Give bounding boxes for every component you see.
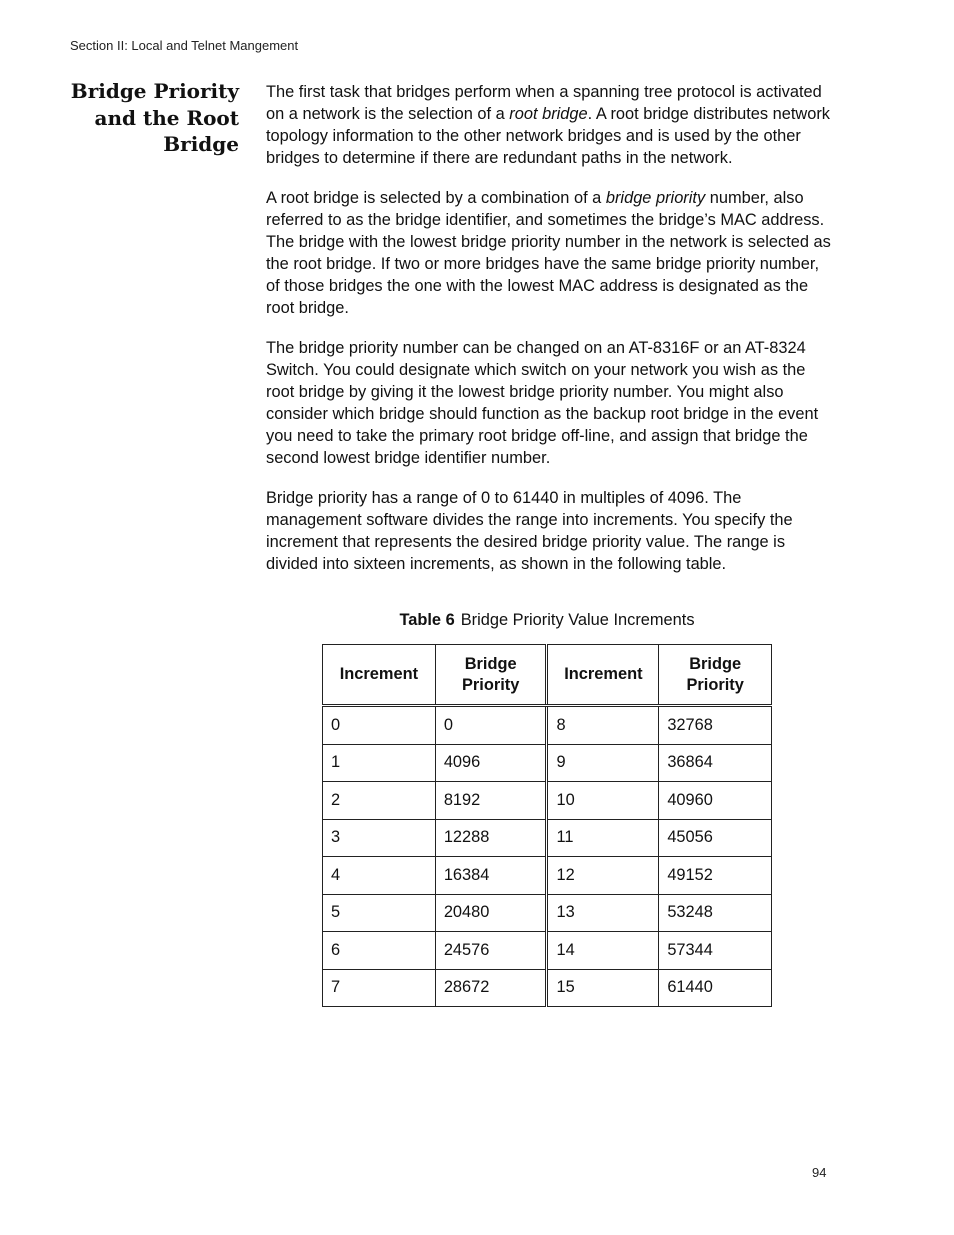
bridge-priority-cell: 20480 <box>435 894 547 932</box>
paragraph-2-text-b: number, also referred to as the bridge identifier, and sometimes the bridge’s MAC address. The bridge with the lowest bridge priority number in the network is selected as the root bridge. If two or more bridges have the same bridge priority number, of those bridges the one with the lowest MAC address is designated as the root bridge. <box>266 189 831 317</box>
paragraph-4: Bridge priority has a range of 0 to 61440 in multiples of 4096. The management software divides the range into increments. You specify the increment that represents the desired bridge priority value. The range is divided into sixteen increments, as shown in the following table. <box>266 489 793 573</box>
increment-cell: 10 <box>547 782 659 820</box>
header-bridge-word: Bridge <box>689 654 742 673</box>
increment-cell: 9 <box>547 744 659 782</box>
increment-cell: 13 <box>547 894 659 932</box>
table-row <box>323 894 772 932</box>
table-row <box>323 857 772 895</box>
paragraph-2 <box>266 187 832 319</box>
increment-cell: 4 <box>323 857 436 895</box>
header-increment-right: Increment <box>547 645 659 706</box>
bridge-priority-cell: 4096 <box>435 744 547 782</box>
bridge-priority-cell: 57344 <box>659 932 772 970</box>
table-caption-label: Table 6 <box>399 611 455 629</box>
table-row <box>323 706 772 745</box>
paragraph-2-text-a: A root bridge is selected by a combination of a <box>266 189 606 207</box>
increment-cell: 0 <box>323 706 436 745</box>
bridge-priority-cell: 16384 <box>435 857 547 895</box>
table-caption-text: Bridge Priority Value Increments <box>460 611 695 629</box>
header-priority-word: Priority <box>686 675 744 694</box>
header-bridge-priority-right <box>659 645 772 706</box>
table-row <box>323 819 772 857</box>
bridge-priority-cell: 45056 <box>659 819 772 857</box>
header-bridge-priority-left <box>435 645 547 706</box>
increment-cell: 11 <box>547 819 659 857</box>
bridge-priority-cell: 28672 <box>435 969 547 1007</box>
increment-cell: 6 <box>323 932 436 970</box>
bridge-priority-cell: 12288 <box>435 819 547 857</box>
increment-cell: 14 <box>547 932 659 970</box>
term-bridge-priority: bridge priority <box>605 189 706 207</box>
page-number: 94 <box>812 1165 827 1180</box>
paragraph-1 <box>266 81 832 169</box>
bridge-priority-cell: 0 <box>435 706 547 745</box>
table-caption <box>322 611 772 630</box>
bridge-priority-cell: 40960 <box>659 782 772 820</box>
table-row <box>323 969 772 1007</box>
paragraph-3: The bridge priority number can be changed on an AT-8316F or an AT-8324 Switch. You could designate which switch on your network you wish as the root bridge by giving it the lowest bridge priority number. You might also consider which bridge should function as the backup root bridge in the event you need to take the primary root bridge off-line, and assign that bridge the second lowest bridge identifier number. <box>266 339 819 467</box>
table-header-row <box>323 645 772 706</box>
increment-cell: 12 <box>547 857 659 895</box>
increment-cell: 7 <box>323 969 436 1007</box>
body-text <box>266 81 832 593</box>
header-priority-word: Priority <box>461 675 520 694</box>
paragraph-1-text-a: The first task that bridges perform when a spanning tree protocol is activated on a network is the selection of a <box>266 83 822 123</box>
section-title-line-2: and the Root <box>94 105 239 130</box>
bridge-priority-table <box>322 644 772 1007</box>
header-bridge-word: Bridge <box>464 654 517 673</box>
increment-cell: 8 <box>547 706 659 745</box>
section-title-line-1: Bridge Priority <box>70 79 239 103</box>
section-title <box>60 78 239 158</box>
increment-cell: 1 <box>323 744 436 782</box>
bridge-priority-cell: 49152 <box>659 857 772 895</box>
table-row <box>323 744 772 782</box>
bridge-priority-cell: 36864 <box>659 744 772 782</box>
table-body <box>323 706 772 1007</box>
increment-cell: 3 <box>323 819 436 857</box>
increment-cell: 15 <box>547 969 659 1007</box>
running-head: Section II: Local and Telnet Mangement <box>70 38 299 53</box>
bridge-priority-cell: 24576 <box>435 932 547 970</box>
paragraph-1-text-b: . A root bridge distributes network topology information to the other network bridges and is used by the other bridges to determine if there are redundant paths in the network. <box>266 105 831 167</box>
header-increment-left: Increment <box>323 645 436 706</box>
bridge-priority-cell: 8192 <box>435 782 547 820</box>
term-root-bridge: root bridge <box>509 105 588 123</box>
table-row <box>323 782 772 820</box>
increment-cell: 5 <box>323 894 436 932</box>
bridge-priority-cell: 61440 <box>659 969 772 1007</box>
table-row <box>323 932 772 970</box>
section-title-line-3: Bridge <box>163 132 239 156</box>
increment-cell: 2 <box>323 782 436 820</box>
bridge-priority-cell: 53248 <box>659 894 772 932</box>
bridge-priority-cell: 32768 <box>659 706 772 745</box>
